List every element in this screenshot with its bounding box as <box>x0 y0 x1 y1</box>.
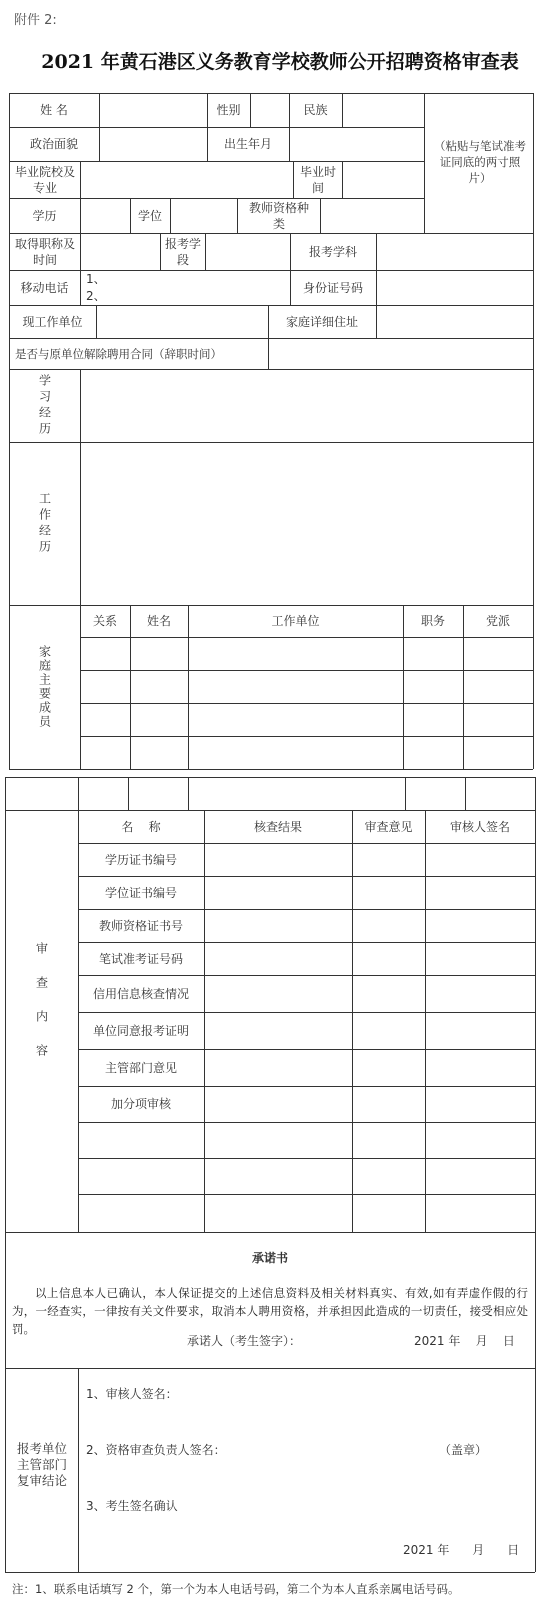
title-time-field[interactable] <box>81 234 159 269</box>
gender-field[interactable] <box>251 94 288 126</box>
contract-label: 是否与原单位解除聘用合同（辞职时间） <box>15 346 222 361</box>
id-no-label: 身份证号码 <box>302 280 363 295</box>
pledge-text: 以上信息本人已确认，本人保证提交的上述信息资料及相关材料真实、有效,如有弄虚作假的行为，一经查实，一律按有关文件要求，取消本人聘用资格，并承担因此造成的一切责任，接受相应处罚。 <box>12 1286 528 1336</box>
address-field[interactable] <box>377 306 532 337</box>
birth-label: 出生年月 <box>223 137 272 151</box>
family-header-name: 姓名 <box>146 614 171 628</box>
address-label: 家庭详细住址 <box>285 314 358 329</box>
school-label: 毕业院校及专业 <box>14 164 75 195</box>
apply-stage-field[interactable] <box>206 234 289 269</box>
ethnicity-label: 民族 <box>303 103 328 117</box>
family-header-employer: 工作单位 <box>271 614 320 628</box>
review-item-edu-cert: 学历证书编号 <box>104 852 177 867</box>
mobile-label: 移动电话 <box>20 280 69 295</box>
family-header-position: 职务 <box>420 614 445 628</box>
photo-note[interactable]: （粘贴与笔试准考证同底的两寸照片） <box>434 139 526 185</box>
review-header-signer: 审核人签名 <box>449 819 510 834</box>
conclusion-label: 报考单位主管部门复审结论 <box>16 1441 67 1488</box>
grad-time-field[interactable] <box>343 162 423 197</box>
education-label: 学历 <box>32 208 57 223</box>
employer-field[interactable] <box>97 306 267 337</box>
grad-time-label: 毕业时间 <box>299 164 336 195</box>
cert-type-label: 教师资格种 类 <box>248 200 309 231</box>
employer-label: 现工作单位 <box>22 314 83 329</box>
footnote: 注：1、联系电话填写 2 个，第一个为本人电话号码，第二个为本人直系亲属电话号码。 <box>12 1582 460 1596</box>
birth-field[interactable] <box>290 128 423 160</box>
review-item-employer-consent: 单位同意报考证明 <box>92 1023 189 1038</box>
review-item-exam-ticket: 笔试准考证号码 <box>98 951 183 966</box>
contract-field[interactable] <box>269 339 532 368</box>
review-header-result: 核查结果 <box>253 819 302 834</box>
pledge-title: 承诺书 <box>251 1251 288 1265</box>
page-title: 2021 年黄石港区义务教育学校教师公开招聘资格审查表 <box>41 51 519 73</box>
pledge-date: 2021 年 月 日 <box>414 1334 515 1348</box>
education-field[interactable] <box>81 199 129 232</box>
review-item-dept-opinion: 主管部门意见 <box>104 1060 177 1075</box>
qualification-head-signature-line[interactable]: 2、资格审查负责人签名： <box>86 1443 226 1457</box>
study-history-field[interactable] <box>81 370 532 441</box>
review-header-name: 名 称 <box>121 819 161 834</box>
candidate-confirm-line[interactable]: 3、考生签名确认 <box>86 1499 178 1513</box>
name-field[interactable] <box>100 94 206 126</box>
ethnicity-field[interactable] <box>343 94 423 126</box>
seal-label: （盖章） <box>439 1443 488 1457</box>
work-history-label: 工作经历 <box>37 491 52 556</box>
conclusion-date: 2021 年 月 日 <box>403 1543 520 1557</box>
work-history-field[interactable] <box>81 443 532 604</box>
mobile-field-1[interactable]: 1、 <box>86 272 106 286</box>
politics-field[interactable] <box>100 128 206 160</box>
review-item-teacher-cert: 教师资格证书号 <box>98 918 183 933</box>
review-label: 审查内容 <box>34 942 49 1078</box>
pledge-signer-label: 承诺人（考生签字）： <box>187 1334 302 1348</box>
family-header-party: 党派 <box>485 614 510 628</box>
degree-field[interactable] <box>171 199 236 232</box>
reviewer-signature-line[interactable]: 1、审核人签名： <box>86 1387 178 1401</box>
school-field[interactable] <box>81 162 292 197</box>
name-label: 姓 名 <box>40 103 68 117</box>
review-item-degree-cert: 学位证书编号 <box>104 885 177 900</box>
mobile-field-2[interactable]: 2、 <box>86 289 106 303</box>
gender-label: 性别 <box>216 103 241 117</box>
annex-label: 附件 2: <box>14 13 57 28</box>
family-header-relation: 关系 <box>92 614 117 628</box>
family-label: 家庭主要成员 <box>37 645 52 729</box>
review-header-opinion: 审查意见 <box>364 819 413 834</box>
apply-stage-label: 报考学段 <box>165 236 202 267</box>
apply-subject-label: 报考学科 <box>308 244 357 259</box>
review-item-credit-check: 信用信息核查情况 <box>92 986 189 1001</box>
cert-type-field[interactable] <box>321 199 423 232</box>
id-no-field[interactable] <box>377 271 532 304</box>
degree-label: 学位 <box>137 208 162 223</box>
title-time-label: 取得职称及时间 <box>14 236 75 267</box>
review-item-bonus-review: 加分项审核 <box>110 1097 171 1111</box>
study-history-label: 学习经历 <box>37 373 52 438</box>
apply-subject-field[interactable] <box>377 234 532 269</box>
politics-label: 政治面貌 <box>29 137 78 151</box>
